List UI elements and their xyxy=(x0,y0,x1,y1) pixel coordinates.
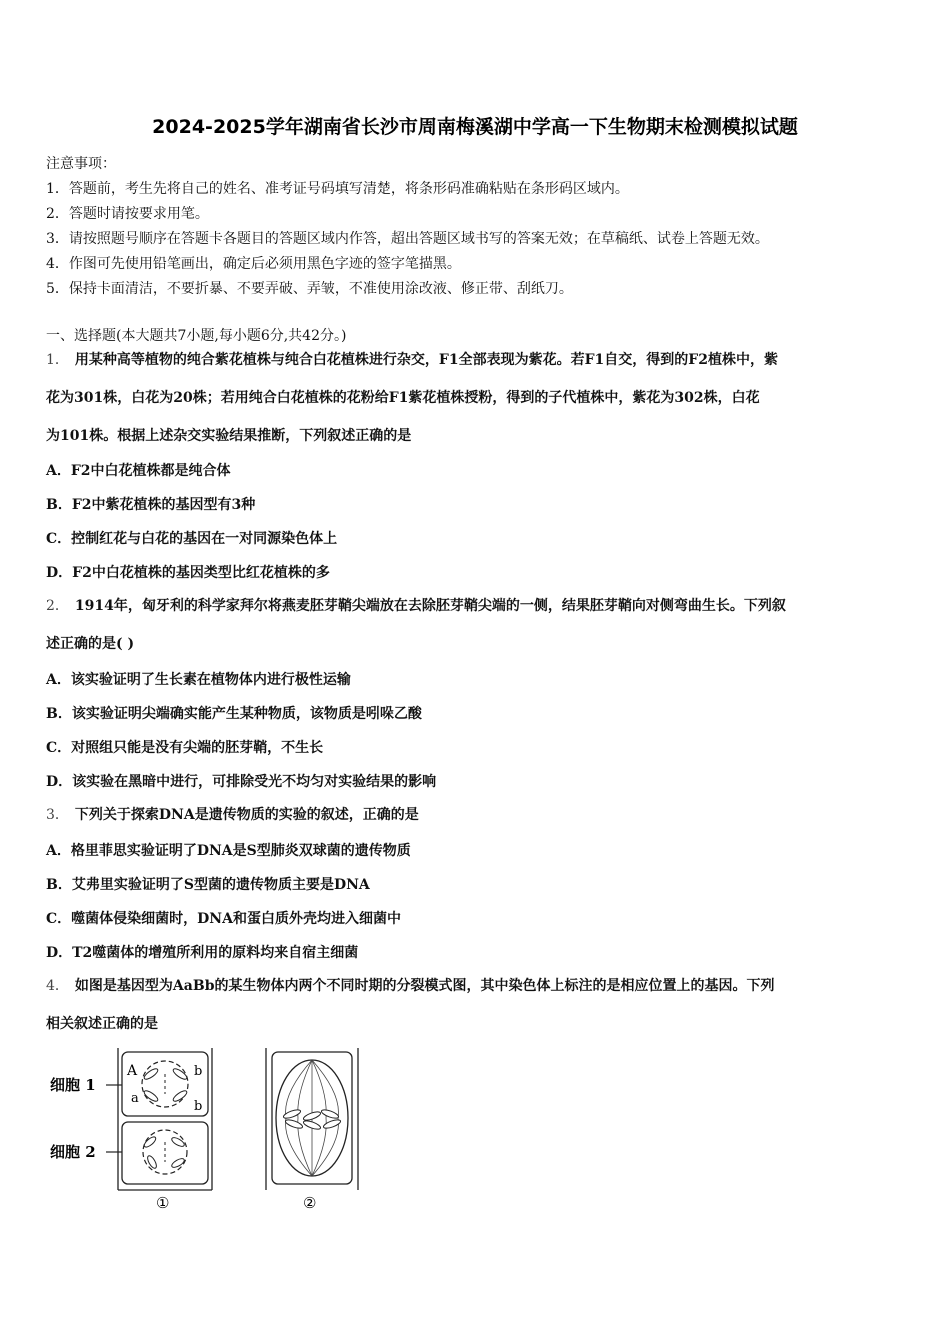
question-stem: 4． 如图是基因型为AaBb的某生物体内两个不同时期的分裂模式图，其中染色体上标注的是相应位置上的基因。下列 xyxy=(46,978,775,994)
question-number: 1． xyxy=(46,352,69,368)
question-stem: 述正确的是( ) xyxy=(46,636,135,652)
cell-1-label: 细胞 1 xyxy=(50,1076,96,1094)
option-c: C．噬菌体侵染细菌时，DNA和蛋白质外壳均进入细菌中 xyxy=(46,911,401,927)
notice-item: 4．作图可先使用铅笔画出，确定后必须用黑色字迹的签字笔描黑。 xyxy=(46,256,461,272)
notice-item: 1．答题前，考生先将自己的姓名、准考证号码填写清楚，将条形码准确粘贴在条形码区域内。 xyxy=(46,181,629,197)
cell-2-chromosomes xyxy=(143,1135,186,1169)
cell-1-chromosomes xyxy=(143,1067,189,1103)
question-stem: 2． 1914年，匈牙利的科学家拜尔将燕麦胚芽鞘尖端放在去除胚芽鞘尖端的一侧，结果胚芽鞘向对侧弯曲生长。下列叙 xyxy=(46,598,786,614)
gene-label-b: b xyxy=(194,1064,203,1079)
cell-division-figure xyxy=(46,1044,366,1214)
question-stem: 为101株。根据上述杂交实验结果推断，下列叙述正确的是 xyxy=(46,428,412,444)
gene-label-A: A xyxy=(127,1063,138,1079)
question-number: 4． xyxy=(46,978,69,994)
section-heading: 一、选择题(本大题共7小题,每小题6分,共42分。) xyxy=(46,328,347,344)
question-stem: 3． 下列关于探索DNA是遗传物质的实验的叙述，正确的是 xyxy=(46,807,419,823)
question-3 xyxy=(46,796,908,834)
question-4 xyxy=(46,967,908,1043)
option-b: B．该实验证明尖端确实能产生某种物质，该物质是吲哚乙酸 xyxy=(46,706,422,722)
page-title: 2024-2025学年湖南省长沙市周南梅溪湖中学高一下生物期末检测模拟试题 xyxy=(152,116,798,138)
panel-2-label: ② xyxy=(303,1194,317,1212)
question-number: 3． xyxy=(46,807,69,823)
option-c: C．对照组只能是没有尖端的胚芽鞘，不生长 xyxy=(46,740,324,756)
cell-2-nucleus xyxy=(143,1130,187,1174)
question-stem: 相关叙述正确的是 xyxy=(46,1016,158,1032)
notice-item: 3．请按照题号顺序在答题卡各题目的答题区域内作答，超出答题区域书写的答案无效；在草稿纸、试卷上答题无效。 xyxy=(46,231,769,247)
gene-label-b: b xyxy=(194,1099,203,1114)
question-2 xyxy=(46,587,908,663)
question-stem: 1． 用某种高等植物的纯合紫花植株与纯合白花植株进行杂交，F1全部表现为紫花。若F1自交，得到的F2植株中，紫 xyxy=(46,352,778,368)
question-stem: 花为301株，白花为20株；若用纯合白花植株的花粉给F1紫花植株授粉，得到的子代植株中，紫花为302株，白花 xyxy=(46,390,760,406)
notice-heading: 注意事项： xyxy=(46,156,116,172)
option-b: B．艾弗里实验证明了S型菌的遗传物质主要是DNA xyxy=(46,877,370,893)
notice-block xyxy=(46,152,926,302)
option-a: A．F2中白花植株都是纯合体 xyxy=(46,463,231,479)
option-c: C．控制红花与白花的基因在一对同源染色体上 xyxy=(46,531,338,547)
option-a: A．该实验证明了生长素在植物体内进行极性运输 xyxy=(46,672,351,688)
cell-1-nucleus xyxy=(142,1061,188,1107)
option-d: D．T2噬菌体的增殖所利用的原料均来自宿主细菌 xyxy=(46,945,359,961)
option-b: B．F2中紫花植株的基因型有3种 xyxy=(46,497,256,513)
panel-1-label: ① xyxy=(156,1194,170,1212)
gene-label-a: a xyxy=(131,1091,139,1106)
notice-item: 5．保持卡面清洁，不要折暴、不要弄破、弄皱，不准使用涂改液、修正带、刮纸刀。 xyxy=(46,281,573,297)
question-number: 2． xyxy=(46,598,69,614)
cell-2-label: 细胞 2 xyxy=(50,1143,96,1161)
option-d: D．该实验在黑暗中进行，可排除受光不均匀对实验结果的影响 xyxy=(46,774,437,790)
cell-division-diagram xyxy=(46,1044,366,1214)
option-d: D．F2中白花植株的基因类型比红花植株的多 xyxy=(46,565,330,581)
notice-item: 2．答题时请按要求用笔。 xyxy=(46,206,209,222)
question-1 xyxy=(46,341,908,455)
option-a: A．格里菲思实验证明了DNA是S型肺炎双球菌的遗传物质 xyxy=(46,843,411,859)
